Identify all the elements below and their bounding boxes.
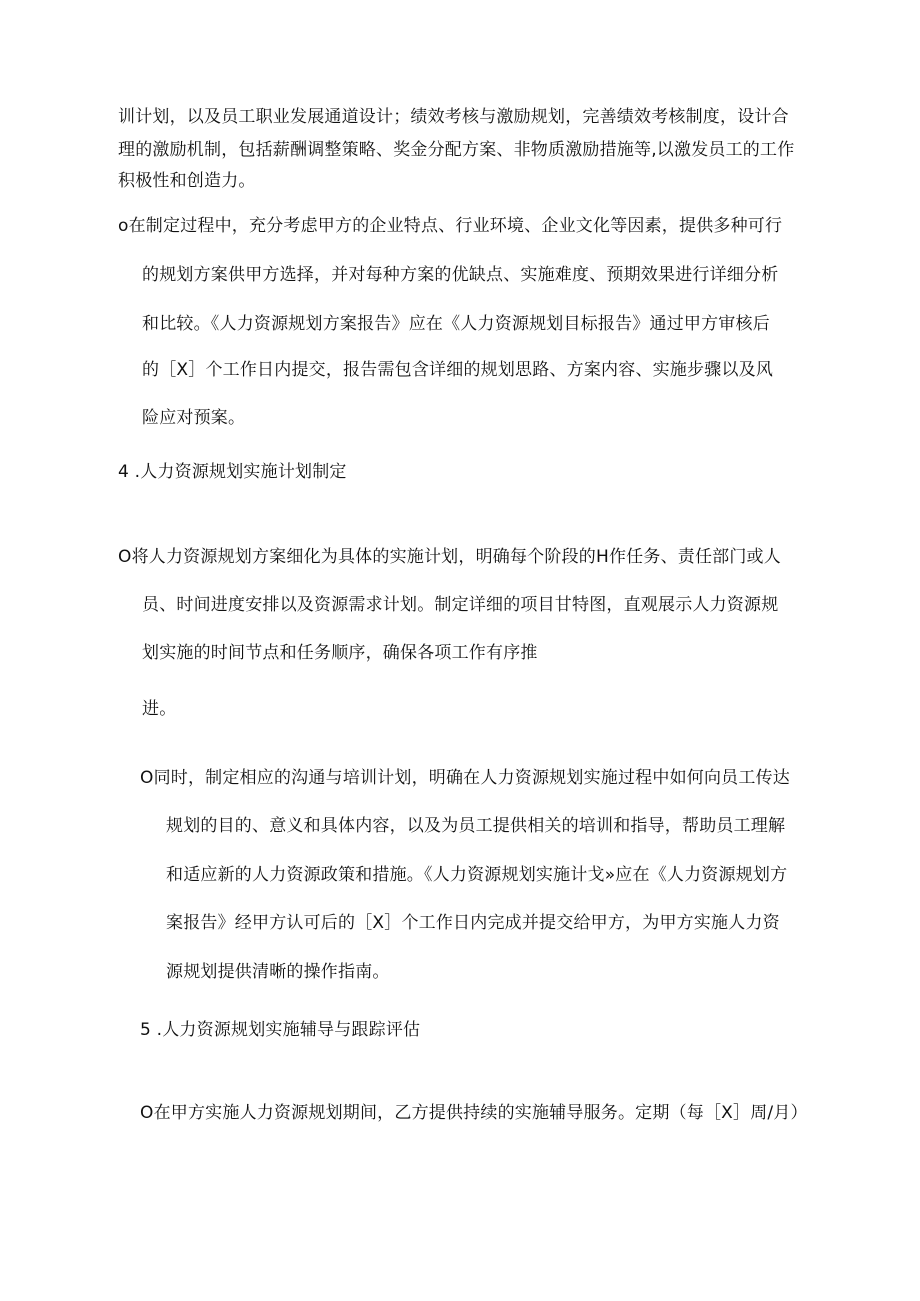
section-heading-4: 4 .人力资源规划实施计划制定 — [118, 462, 347, 482]
text-line: o在制定过程中，充分考虑甲方的企业特点、行业环境、企业文化等因素，提供多种可行 — [118, 216, 783, 236]
text-line: 进。 — [142, 699, 177, 719]
text-line: 理的激励机制，包括薪酬调整策略、奖金分配方案、非物质激励措施等,以激发员工的工作 — [118, 140, 795, 160]
text-line: 的［X］个工作日内提交，报告需包含详细的规划思路、方案内容、实施步骤以及风 — [142, 360, 774, 380]
text-line: 案报告》经甲方认可后的［X］个工作日内完成并提交给甲方，为甲方实施人力资 — [166, 913, 780, 933]
text-line: O同时，制定相应的沟通与培训计划，明确在人力资源规划实施过程中如何向员工传达 — [140, 768, 790, 788]
text-line: 源规划提供清晰的操作指南。 — [166, 962, 390, 982]
text-line: 员、时间进度安排以及资源需求计划。制定详细的项目甘特图，直观展示人力资源规 — [142, 595, 779, 615]
text-line: O在甲方实施人力资源规划期间，乙方提供持续的实施辅导服务。定期（每［X］周/月） — [140, 1103, 808, 1123]
text-line: 的规划方案供甲方选择，并对每种方案的优缺点、实施难度、预期效果进行详细分析 — [142, 265, 779, 285]
text-line: 划实施的时间节点和任务顺序，确保各项工作有序推 — [142, 643, 538, 663]
text-line: 训计划，以及员工职业发展通道设计；绩效考核与激励规划，完善绩效考核制度，设计合 — [118, 107, 789, 127]
section-heading-5: 5 .人力资源规划实施辅导与跟踪评估 — [140, 1020, 421, 1040]
text-line: 险应对预案。 — [142, 408, 246, 428]
text-line: O将人力资源规划方案细化为具体的实施计划，明确每个阶段的H作任务、责任部门或人 — [118, 547, 781, 567]
text-line: 积极性和创造力。 — [118, 171, 256, 191]
text-line: 和适应新的人力资源政策和措施。《人力资源规划实施计戈»应在《人力资源规划方 — [166, 865, 788, 885]
text-line: 和比较。《人力资源规划方案报告》应在《人力资源规划目标报告》通过甲方审核后 — [142, 314, 770, 334]
text-line: 规划的目的、意义和具体内容，以及为员工提供相关的培训和指导，帮助员工理解 — [166, 816, 786, 836]
